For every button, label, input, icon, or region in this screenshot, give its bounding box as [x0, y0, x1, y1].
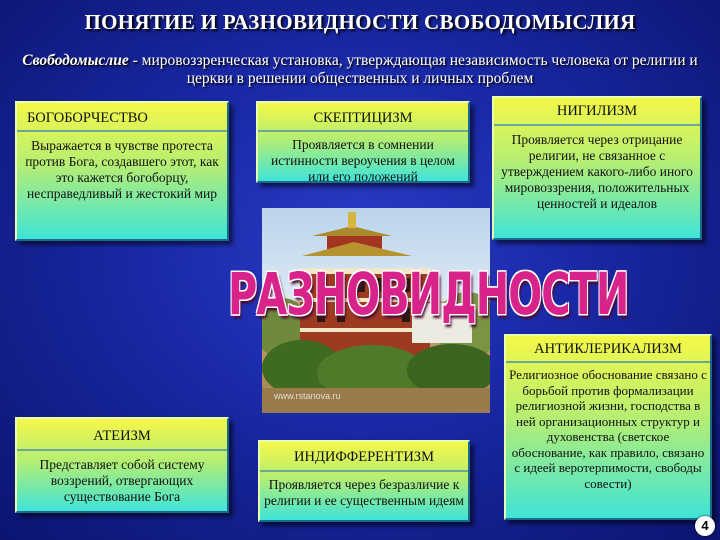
card-indifferentism: [258, 440, 470, 522]
card-atheism-title: АТЕИЗМ: [93, 428, 151, 444]
card-nihilism-title: НИГИЛИЗМ: [556, 103, 638, 119]
definition-text: - мировоззренческая установка, утверждающая независимость человека от религии и церкви в решении общественных и личных проблем: [128, 52, 698, 87]
card-anticlericalism-title: АНТИКЛЕРИКАЛИЗМ: [534, 341, 682, 357]
card-bogoborchestvo-title: БОГОБОРЧЕСТВО: [27, 110, 148, 126]
card-indifferentism-title: ИНДИФФЕРЕНТИЗМ: [294, 449, 434, 465]
slide-title: ПОНЯТИЕ И РАЗНОВИДНОСТИ СВОБОДОМЫСЛИЯ: [84, 10, 636, 34]
card-bogoborchestvo-text: Выражается в чувстве протеста против Бога, создавшего этот, как это кажется богоборцу, несправедливый и жестокий мир: [25, 138, 219, 201]
card-divider: [17, 449, 227, 451]
card-nihilism-text: Проявляется через отрицание религии, не связанное с утверждением какого-либо иного мировоззрения, положительных ценностей и идеалов: [501, 132, 693, 211]
definition: [20, 52, 700, 88]
card-anticlericalism-text: Религиозное обоснование связано с борьбой против формализации религиозной жизни, господства в ней организационных структур и духовенства (светское обоснование, как правило, связано с идеей веротерпимости, свободы совести): [509, 367, 707, 491]
card-divider: [494, 124, 700, 126]
definition-term: Свободомыслие: [22, 52, 129, 69]
card-skepticism-text: Проявляется в сомнении истинности вероучения в целом или его положений: [271, 137, 455, 184]
photo-watermark: www.rstanova.ru: [274, 391, 341, 401]
card-bogoborchestvo: [15, 101, 229, 241]
page-number: 4: [695, 516, 715, 536]
card-indifferentism-text: Проявляется через безразличие к религии и ее существенным идеям: [264, 477, 464, 508]
card-skepticism-title: СКЕПТИЦИЗМ: [313, 110, 413, 126]
overlay-word: РАЗНОВИДНОСТИ: [228, 261, 629, 329]
card-nihilism: [492, 96, 702, 240]
card-divider: [506, 361, 710, 363]
card-divider: [17, 130, 227, 132]
card-anticlericalism: [504, 334, 712, 520]
card-divider: [260, 470, 468, 472]
card-skepticism: [256, 101, 470, 183]
card-atheism-text: Представляет собой систему воззрений, отвергающих существование Бога: [39, 457, 205, 504]
card-divider: [258, 130, 468, 132]
card-atheism: [15, 417, 229, 513]
